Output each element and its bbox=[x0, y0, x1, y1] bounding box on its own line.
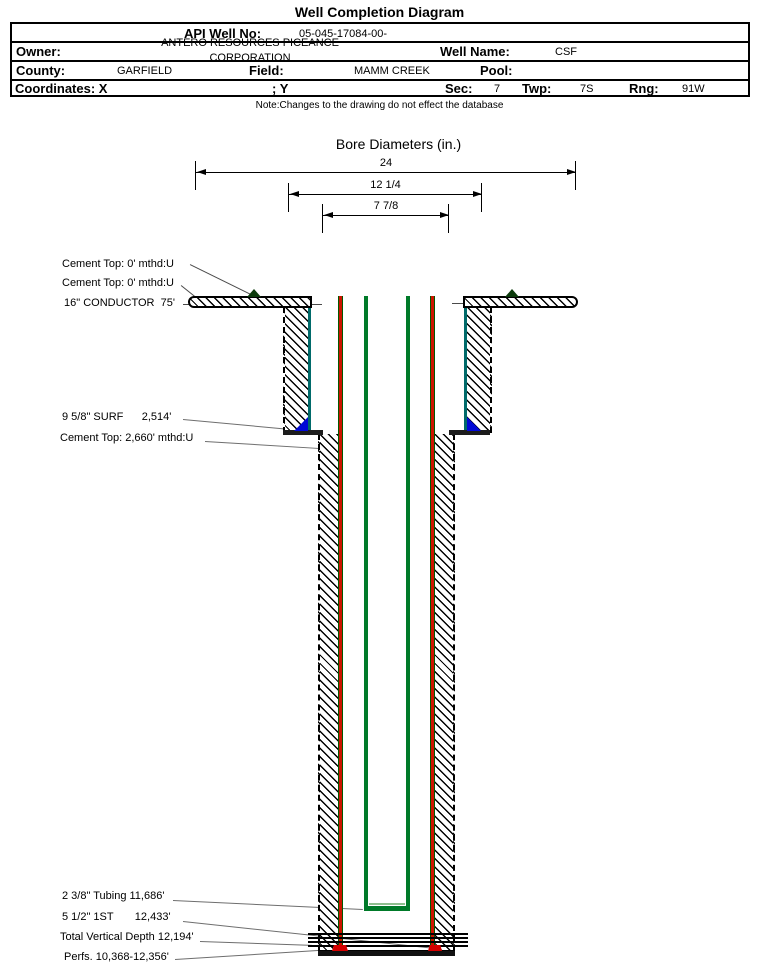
label-cement-top-1: Cement Top: 0' mthd:U bbox=[62, 258, 174, 270]
owner-value-line1: ANTERO RESOURCES PICEANCE bbox=[161, 37, 339, 49]
dim-arrow-12-1-4-label: 12 1/4 bbox=[370, 179, 401, 191]
production-casing-left bbox=[338, 296, 343, 946]
conductor-flange-right bbox=[463, 296, 578, 308]
rng-value: 91W bbox=[682, 83, 705, 95]
label-surface-casing: 9 5/8" SURF 2,514' bbox=[62, 411, 172, 423]
perf-marker-right bbox=[428, 945, 442, 951]
tubing-bottom-inner-highlight bbox=[369, 903, 405, 905]
county-value: GARFIELD bbox=[117, 65, 173, 77]
dim-arrow-24-tick-right bbox=[575, 161, 576, 190]
label-cement-top-3: Cement Top: 2,660' mthd:U bbox=[60, 432, 194, 444]
dim-arrow-7-7-8-label: 7 7/8 bbox=[373, 200, 399, 212]
tvd-line bbox=[308, 937, 468, 939]
tubing-left-wall bbox=[364, 296, 368, 911]
leader-cement-top-3 bbox=[205, 441, 335, 450]
borehole-wall-right bbox=[435, 434, 455, 951]
leader-cement-top-1 bbox=[190, 264, 252, 295]
owner-value-line2: CORPORATION bbox=[209, 52, 291, 64]
well-header-table bbox=[10, 22, 750, 97]
dim-arrow-7-7-8-tick-left bbox=[322, 204, 323, 233]
label-tvd: Total Vertical Depth 12,194' bbox=[60, 931, 194, 943]
dim-arrow-24-line bbox=[196, 172, 576, 173]
twp-value: 7S bbox=[580, 83, 594, 95]
dim-arrow-12-1-4-line bbox=[289, 194, 482, 195]
cement-shoe-marker-left bbox=[294, 417, 308, 431]
dim-arrow-7-7-8-tick-right bbox=[448, 204, 449, 233]
dim-arrow-12-1-4-tick-right bbox=[481, 183, 482, 212]
label-conductor: 16" CONDUCTOR 75' bbox=[64, 297, 175, 309]
cement-top-marker-right bbox=[505, 289, 519, 297]
tubing-right-wall bbox=[406, 296, 410, 911]
pool-label: Pool: bbox=[480, 63, 513, 78]
page-title: Well Completion Diagram bbox=[294, 4, 465, 20]
dim-arrow-24-arrowhead-left bbox=[197, 169, 206, 175]
dim-arrow-12-1-4-arrowhead-left bbox=[290, 191, 299, 197]
leader-tvd bbox=[200, 941, 312, 946]
label-tubing: 2 3/8" Tubing 11,686' bbox=[62, 890, 165, 902]
tvd-line bbox=[308, 945, 468, 947]
sec-label: Sec: bbox=[445, 81, 473, 96]
coordinates-y-label: ; Y bbox=[272, 81, 289, 96]
dim-arrow-24-label: 24 bbox=[379, 157, 393, 169]
leader-surface-casing bbox=[183, 419, 291, 430]
well-name-label: Well Name: bbox=[440, 44, 510, 59]
outer-annulus-right bbox=[467, 307, 492, 433]
field-value: MAMM CREEK bbox=[354, 65, 430, 77]
table-row-divider bbox=[12, 60, 748, 62]
label-perfs: Perfs. 10,368-12,356' bbox=[64, 951, 169, 962]
tubing-bottom bbox=[364, 906, 410, 911]
borehole-wall-left bbox=[318, 434, 338, 951]
api-well-no-label: API Well No: bbox=[184, 26, 262, 41]
county-label: County: bbox=[16, 63, 66, 78]
dim-arrow-7-7-8-line bbox=[323, 215, 449, 216]
well-name-value: CSF bbox=[555, 46, 577, 58]
tvd-line bbox=[308, 933, 468, 935]
sec-value: 7 bbox=[494, 83, 501, 95]
twp-label: Twp: bbox=[522, 81, 552, 96]
label-production-string: 5 1/2" 1ST 12,433' bbox=[62, 911, 171, 923]
coordinates-label: Coordinates: X bbox=[15, 81, 108, 96]
owner-label: Owner: bbox=[16, 44, 61, 59]
dim-arrow-12-1-4-tick-left bbox=[288, 183, 289, 212]
tvd-line bbox=[308, 941, 468, 943]
dim-arrow-7-7-8-arrowhead-left bbox=[324, 212, 333, 218]
conductor-flange-left bbox=[188, 296, 312, 308]
table-row-divider bbox=[12, 41, 748, 43]
bore-diameters-title: Bore Diameters (in.) bbox=[335, 136, 462, 152]
label-cement-top-2: Cement Top: 0' mthd:U bbox=[62, 277, 174, 289]
api-well-no-value: 05-045-17084-00- bbox=[299, 28, 388, 40]
dim-arrow-24-tick-left bbox=[195, 161, 196, 190]
field-label: Field: bbox=[249, 63, 284, 78]
cement-shoe-marker-right bbox=[467, 417, 481, 431]
rng-label: Rng: bbox=[629, 81, 659, 96]
leader-conductor-right-stub bbox=[452, 303, 463, 304]
perf-marker-left bbox=[332, 945, 348, 951]
outer-annulus-left bbox=[283, 307, 308, 433]
surface-casing-left bbox=[308, 300, 311, 433]
cement-top-marker-left bbox=[247, 289, 261, 297]
leader-perfs bbox=[175, 949, 332, 960]
database-note: Note:Changes to the drawing do not effect the database bbox=[255, 100, 504, 111]
